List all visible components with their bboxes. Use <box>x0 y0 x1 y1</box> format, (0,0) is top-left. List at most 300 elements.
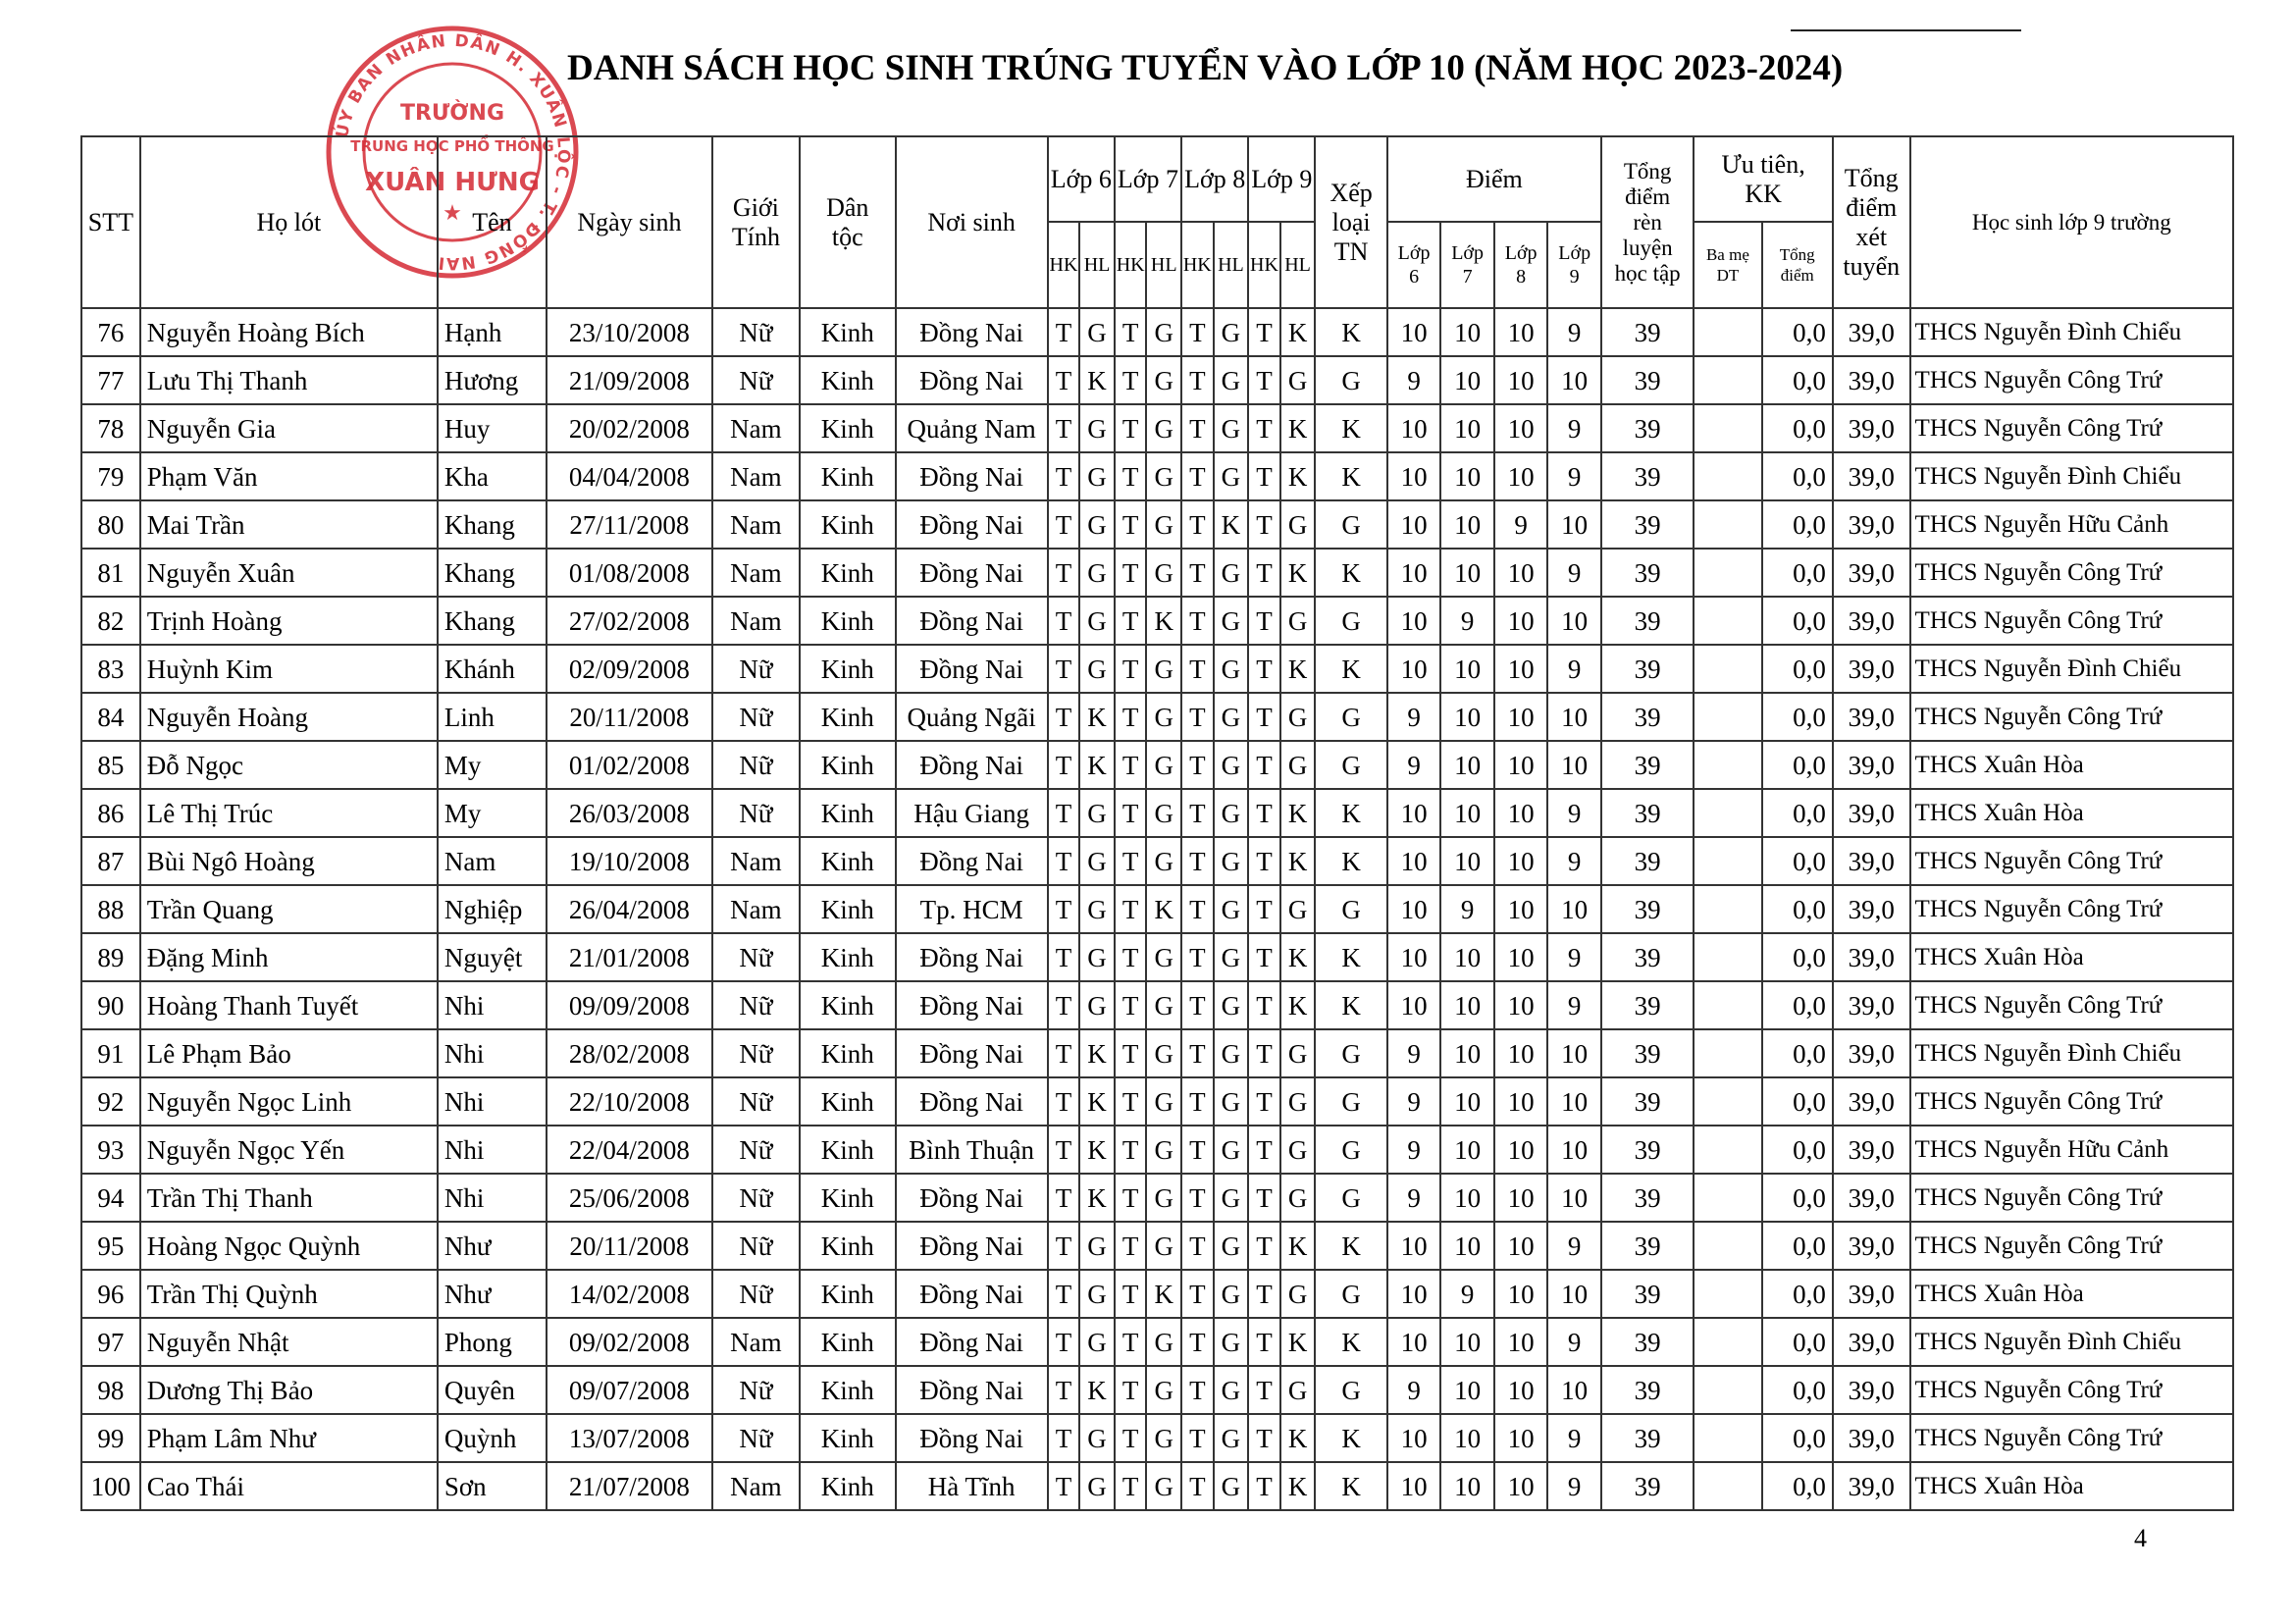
cell-hk8: T <box>1181 1126 1214 1174</box>
cell-d7: 10 <box>1440 1077 1494 1126</box>
cell-stt: 92 <box>81 1077 140 1126</box>
cell-hl6: G <box>1079 1222 1115 1270</box>
cell-xep-loai: K <box>1315 1462 1386 1510</box>
cell-tong-ren: 39 <box>1601 308 1694 356</box>
cell-tong-uu-tien: 0,0 <box>1762 1270 1833 1318</box>
cell-ho-lot: Nguyễn Ngọc Linh <box>140 1077 438 1126</box>
cell-tong-uu-tien: 0,0 <box>1762 597 1833 645</box>
cell-ngay-sinh: 20/02/2008 <box>547 404 712 452</box>
cell-hk7: T <box>1115 1077 1147 1126</box>
cell-hk9: T <box>1248 452 1280 500</box>
cell-tong-ren: 39 <box>1601 741 1694 789</box>
cell-tong-uu-tien: 0,0 <box>1762 1366 1833 1414</box>
cell-ten: Nhi <box>438 1174 547 1222</box>
cell-dan-toc: Kinh <box>800 1174 896 1222</box>
cell-tong-ren: 39 <box>1601 1270 1694 1318</box>
cell-hk6: T <box>1048 549 1080 597</box>
cell-stt: 77 <box>81 356 140 404</box>
cell-truong: THCS Nguyễn Đình Chiểu <box>1910 645 2233 693</box>
cell-hl6: G <box>1079 549 1115 597</box>
cell-xep-loai: K <box>1315 981 1386 1029</box>
cell-ba-me-dt <box>1694 1462 1761 1510</box>
cell-hl6: G <box>1079 837 1115 885</box>
cell-stt: 84 <box>81 693 140 741</box>
cell-ten: Linh <box>438 693 547 741</box>
cell-dan-toc: Kinh <box>800 1222 896 1270</box>
cell-d6: 10 <box>1387 837 1441 885</box>
cell-hk6: T <box>1048 741 1080 789</box>
cell-d8: 10 <box>1494 308 1548 356</box>
header-diem: Điểm <box>1387 136 1601 222</box>
cell-dan-toc: Kinh <box>800 741 896 789</box>
cell-hk9: T <box>1248 1462 1280 1510</box>
cell-hl8: G <box>1214 789 1249 837</box>
page-number: 4 <box>2134 1524 2147 1552</box>
cell-stt: 96 <box>81 1270 140 1318</box>
cell-hk6: T <box>1048 1126 1080 1174</box>
table-row <box>81 1077 2233 1126</box>
header-hl6: HL <box>1079 222 1115 308</box>
cell-hl8: G <box>1214 885 1249 933</box>
cell-hl9: G <box>1280 1270 1316 1318</box>
cell-hl7: G <box>1146 549 1181 597</box>
cell-hl6: K <box>1079 1126 1115 1174</box>
cell-stt: 86 <box>81 789 140 837</box>
cell-d9: 10 <box>1547 1366 1601 1414</box>
cell-dan-toc: Kinh <box>800 308 896 356</box>
cell-ho-lot: Hoàng Ngọc Quỳnh <box>140 1222 438 1270</box>
cell-hk7: T <box>1115 1126 1147 1174</box>
cell-dan-toc: Kinh <box>800 1462 896 1510</box>
cell-hk8: T <box>1181 885 1214 933</box>
cell-stt: 94 <box>81 1174 140 1222</box>
cell-stt: 89 <box>81 933 140 981</box>
cell-ngay-sinh: 02/09/2008 <box>547 645 712 693</box>
cell-tong-xet: 39,0 <box>1833 981 1910 1029</box>
cell-d6: 10 <box>1387 885 1441 933</box>
cell-hl9: G <box>1280 741 1316 789</box>
cell-ngay-sinh: 09/07/2008 <box>547 1366 712 1414</box>
cell-noi-sinh: Đồng Nai <box>896 933 1048 981</box>
cell-hl6: G <box>1079 885 1115 933</box>
cell-gioi-tinh: Nữ <box>712 1366 800 1414</box>
cell-tong-ren: 39 <box>1601 500 1694 549</box>
cell-noi-sinh: Đồng Nai <box>896 1414 1048 1462</box>
cell-hl7: G <box>1146 1029 1181 1077</box>
cell-gioi-tinh: Nam <box>712 885 800 933</box>
cell-xep-loai: G <box>1315 597 1386 645</box>
cell-hk7: T <box>1115 308 1147 356</box>
cell-hk9: T <box>1248 597 1280 645</box>
cell-d9: 10 <box>1547 356 1601 404</box>
cell-gioi-tinh: Nam <box>712 1318 800 1366</box>
cell-hk6: T <box>1048 1077 1080 1126</box>
cell-hk8: T <box>1181 597 1214 645</box>
cell-hl9: G <box>1280 1126 1316 1174</box>
cell-hk9: T <box>1248 1318 1280 1366</box>
cell-hl9: G <box>1280 885 1316 933</box>
cell-tong-xet: 39,0 <box>1833 1414 1910 1462</box>
cell-stt: 100 <box>81 1462 140 1510</box>
cell-d6: 10 <box>1387 597 1441 645</box>
cell-hk9: T <box>1248 645 1280 693</box>
cell-hl7: G <box>1146 645 1181 693</box>
header-lop6: Lớp 6 <box>1048 136 1115 222</box>
cell-xep-loai: K <box>1315 1318 1386 1366</box>
cell-hk9: T <box>1248 693 1280 741</box>
cell-hl8: G <box>1214 1077 1249 1126</box>
cell-tong-uu-tien: 0,0 <box>1762 693 1833 741</box>
cell-d7: 9 <box>1440 885 1494 933</box>
cell-d6: 10 <box>1387 981 1441 1029</box>
cell-truong: THCS Nguyễn Công Trứ <box>1910 356 2233 404</box>
cell-tong-ren: 39 <box>1601 1366 1694 1414</box>
cell-d6: 10 <box>1387 1414 1441 1462</box>
table-row <box>81 1414 2233 1462</box>
cell-dan-toc: Kinh <box>800 1414 896 1462</box>
cell-hk6: T <box>1048 1414 1080 1462</box>
cell-tong-xet: 39,0 <box>1833 1222 1910 1270</box>
cell-hl6: G <box>1079 1318 1115 1366</box>
cell-d8: 10 <box>1494 1414 1548 1462</box>
cell-hl9: K <box>1280 645 1316 693</box>
cell-tong-uu-tien: 0,0 <box>1762 1174 1833 1222</box>
cell-tong-ren: 39 <box>1601 837 1694 885</box>
cell-noi-sinh: Đồng Nai <box>896 549 1048 597</box>
header-lop9: Lớp 9 <box>1248 136 1315 222</box>
cell-gioi-tinh: Nữ <box>712 645 800 693</box>
cell-hl9: K <box>1280 549 1316 597</box>
cell-noi-sinh: Đồng Nai <box>896 1366 1048 1414</box>
cell-d8: 10 <box>1494 1366 1548 1414</box>
cell-ba-me-dt <box>1694 1222 1761 1270</box>
cell-ten: Khánh <box>438 645 547 693</box>
header-tong-xet-tuyen: Tổng điểm xét tuyển <box>1833 136 1910 308</box>
cell-tong-ren: 39 <box>1601 1414 1694 1462</box>
cell-tong-xet: 39,0 <box>1833 308 1910 356</box>
cell-hk7: T <box>1115 1318 1147 1366</box>
cell-noi-sinh: Đồng Nai <box>896 1174 1048 1222</box>
header-hl8: HL <box>1214 222 1249 308</box>
cell-hk8: T <box>1181 1462 1214 1510</box>
cell-ba-me-dt <box>1694 645 1761 693</box>
cell-d7: 10 <box>1440 789 1494 837</box>
stamp-line3: XUÂN HƯNG <box>365 168 540 197</box>
table-row <box>81 693 2233 741</box>
cell-tong-xet: 39,0 <box>1833 500 1910 549</box>
cell-hl8: G <box>1214 1029 1249 1077</box>
table-row <box>81 1366 2233 1414</box>
cell-d7: 10 <box>1440 1222 1494 1270</box>
cell-d8: 10 <box>1494 933 1548 981</box>
cell-d6: 9 <box>1387 1366 1441 1414</box>
cell-hk8: T <box>1181 1174 1214 1222</box>
cell-hk7: T <box>1115 837 1147 885</box>
cell-d6: 9 <box>1387 741 1441 789</box>
cell-noi-sinh: Bình Thuận <box>896 1126 1048 1174</box>
table-row <box>81 1318 2233 1366</box>
cell-hk6: T <box>1048 500 1080 549</box>
cell-hk7: T <box>1115 693 1147 741</box>
cell-dan-toc: Kinh <box>800 549 896 597</box>
cell-dan-toc: Kinh <box>800 693 896 741</box>
cell-hk8: T <box>1181 404 1214 452</box>
cell-noi-sinh: Hậu Giang <box>896 789 1048 837</box>
cell-hl8: G <box>1214 645 1249 693</box>
cell-ten: Kha <box>438 452 547 500</box>
cell-ho-lot: Huỳnh Kim <box>140 645 438 693</box>
cell-truong: THCS Nguyễn Công Trứ <box>1910 693 2233 741</box>
cell-hl9: K <box>1280 837 1316 885</box>
cell-tong-xet: 39,0 <box>1833 1077 1910 1126</box>
cell-d9: 10 <box>1547 693 1601 741</box>
cell-hl7: K <box>1146 1270 1181 1318</box>
cell-ten: Khang <box>438 549 547 597</box>
cell-ho-lot: Lê Thị Trúc <box>140 789 438 837</box>
cell-hl9: G <box>1280 1174 1316 1222</box>
cell-noi-sinh: Đồng Nai <box>896 308 1048 356</box>
cell-ho-lot: Trần Thị Quỳnh <box>140 1270 438 1318</box>
header-lop7: Lớp 7 <box>1115 136 1181 222</box>
cell-hl6: G <box>1079 789 1115 837</box>
cell-hk8: T <box>1181 1414 1214 1462</box>
cell-ba-me-dt <box>1694 789 1761 837</box>
cell-d8: 10 <box>1494 404 1548 452</box>
top-rule <box>1791 29 2021 31</box>
cell-hk6: T <box>1048 1462 1080 1510</box>
cell-tong-uu-tien: 0,0 <box>1762 1126 1833 1174</box>
cell-hl8: G <box>1214 741 1249 789</box>
cell-tong-xet: 39,0 <box>1833 885 1910 933</box>
cell-hk7: T <box>1115 1222 1147 1270</box>
cell-d9: 10 <box>1547 500 1601 549</box>
cell-stt: 83 <box>81 645 140 693</box>
cell-hk7: T <box>1115 1366 1147 1414</box>
cell-tong-uu-tien: 0,0 <box>1762 452 1833 500</box>
admission-table <box>80 135 2234 1511</box>
cell-hk9: T <box>1248 885 1280 933</box>
cell-ngay-sinh: 14/02/2008 <box>547 1270 712 1318</box>
svg-text:★: ★ <box>443 201 462 226</box>
header-dan-toc: Dân tộc <box>800 136 896 308</box>
cell-hk8: T <box>1181 693 1214 741</box>
cell-dan-toc: Kinh <box>800 1126 896 1174</box>
cell-d8: 10 <box>1494 981 1548 1029</box>
cell-truong: THCS Xuân Hòa <box>1910 789 2233 837</box>
cell-ten: Nguyệt <box>438 933 547 981</box>
cell-d6: 10 <box>1387 500 1441 549</box>
cell-hk7: T <box>1115 1270 1147 1318</box>
cell-tong-xet: 39,0 <box>1833 693 1910 741</box>
stamp-ring-text: ỦY BAN NHÂN DÂN H. XUÂN LỘC - T. ĐỒNG NAI <box>332 30 574 274</box>
cell-tong-uu-tien: 0,0 <box>1762 1077 1833 1126</box>
cell-dan-toc: Kinh <box>800 837 896 885</box>
cell-ten: Khang <box>438 597 547 645</box>
cell-hk8: T <box>1181 741 1214 789</box>
table-row <box>81 356 2233 404</box>
cell-gioi-tinh: Nữ <box>712 741 800 789</box>
cell-noi-sinh: Đồng Nai <box>896 981 1048 1029</box>
cell-noi-sinh: Đồng Nai <box>896 645 1048 693</box>
cell-hk9: T <box>1248 1077 1280 1126</box>
table-row <box>81 597 2233 645</box>
cell-ba-me-dt <box>1694 404 1761 452</box>
cell-noi-sinh: Đồng Nai <box>896 1029 1048 1077</box>
cell-ba-me-dt <box>1694 885 1761 933</box>
table-row <box>81 789 2233 837</box>
cell-d9: 10 <box>1547 1270 1601 1318</box>
table-row <box>81 741 2233 789</box>
cell-d8: 10 <box>1494 1270 1548 1318</box>
cell-truong: THCS Nguyễn Đình Chiểu <box>1910 452 2233 500</box>
cell-tong-xet: 39,0 <box>1833 597 1910 645</box>
cell-d7: 10 <box>1440 356 1494 404</box>
cell-hl7: G <box>1146 837 1181 885</box>
table-row <box>81 452 2233 500</box>
cell-d7: 10 <box>1440 1174 1494 1222</box>
cell-hk8: T <box>1181 308 1214 356</box>
cell-noi-sinh: Quảng Ngãi <box>896 693 1048 741</box>
cell-hl7: G <box>1146 741 1181 789</box>
cell-d9: 9 <box>1547 404 1601 452</box>
cell-tong-uu-tien: 0,0 <box>1762 837 1833 885</box>
cell-d6: 10 <box>1387 452 1441 500</box>
cell-gioi-tinh: Nam <box>712 597 800 645</box>
cell-hl7: G <box>1146 500 1181 549</box>
table-row <box>81 1462 2233 1510</box>
cell-hk8: T <box>1181 837 1214 885</box>
cell-hl9: K <box>1280 308 1316 356</box>
cell-tong-uu-tien: 0,0 <box>1762 1222 1833 1270</box>
cell-d9: 9 <box>1547 981 1601 1029</box>
cell-ten: Hương <box>438 356 547 404</box>
table-row <box>81 1126 2233 1174</box>
cell-ba-me-dt <box>1694 308 1761 356</box>
cell-ngay-sinh: 27/11/2008 <box>547 500 712 549</box>
table-row <box>81 1222 2233 1270</box>
cell-ba-me-dt <box>1694 1366 1761 1414</box>
cell-d8: 10 <box>1494 356 1548 404</box>
cell-noi-sinh: Đồng Nai <box>896 741 1048 789</box>
cell-hk7: T <box>1115 356 1147 404</box>
cell-xep-loai: G <box>1315 1126 1386 1174</box>
cell-hk9: T <box>1248 308 1280 356</box>
cell-d7: 10 <box>1440 1462 1494 1510</box>
cell-hk6: T <box>1048 837 1080 885</box>
cell-hk9: T <box>1248 837 1280 885</box>
cell-noi-sinh: Quảng Nam <box>896 404 1048 452</box>
cell-stt: 88 <box>81 885 140 933</box>
cell-ba-me-dt <box>1694 1029 1761 1077</box>
cell-hl9: G <box>1280 597 1316 645</box>
cell-truong: THCS Nguyễn Công Trứ <box>1910 1174 2233 1222</box>
cell-xep-loai: K <box>1315 1414 1386 1462</box>
cell-ba-me-dt <box>1694 1318 1761 1366</box>
cell-hk9: T <box>1248 1270 1280 1318</box>
cell-dan-toc: Kinh <box>800 500 896 549</box>
cell-tong-xet: 39,0 <box>1833 1366 1910 1414</box>
cell-hk9: T <box>1248 1029 1280 1077</box>
table-row <box>81 1174 2233 1222</box>
cell-dan-toc: Kinh <box>800 1366 896 1414</box>
cell-xep-loai: K <box>1315 308 1386 356</box>
cell-hk6: T <box>1048 1270 1080 1318</box>
cell-d6: 9 <box>1387 1077 1441 1126</box>
cell-hk7: T <box>1115 645 1147 693</box>
cell-hk8: T <box>1181 1029 1214 1077</box>
header-ten: Tên <box>438 136 547 308</box>
cell-d9: 9 <box>1547 452 1601 500</box>
cell-gioi-tinh: Nam <box>712 452 800 500</box>
cell-dan-toc: Kinh <box>800 404 896 452</box>
cell-dan-toc: Kinh <box>800 597 896 645</box>
cell-hk7: T <box>1115 500 1147 549</box>
cell-dan-toc: Kinh <box>800 1318 896 1366</box>
cell-hl9: K <box>1280 1462 1316 1510</box>
cell-truong: THCS Nguyễn Hữu Cảnh <box>1910 500 2233 549</box>
cell-d7: 10 <box>1440 500 1494 549</box>
cell-d8: 10 <box>1494 1462 1548 1510</box>
cell-truong: THCS Nguyễn Công Trứ <box>1910 1366 2233 1414</box>
cell-hk9: T <box>1248 981 1280 1029</box>
cell-tong-uu-tien: 0,0 <box>1762 741 1833 789</box>
cell-d8: 10 <box>1494 1126 1548 1174</box>
cell-ten: Nhi <box>438 1029 547 1077</box>
cell-noi-sinh: Tp. HCM <box>896 885 1048 933</box>
cell-tong-xet: 39,0 <box>1833 789 1910 837</box>
cell-d6: 10 <box>1387 1222 1441 1270</box>
cell-d6: 10 <box>1387 308 1441 356</box>
cell-tong-ren: 39 <box>1601 1222 1694 1270</box>
cell-tong-ren: 39 <box>1601 645 1694 693</box>
cell-noi-sinh: Đồng Nai <box>896 452 1048 500</box>
cell-gioi-tinh: Nữ <box>712 933 800 981</box>
cell-tong-xet: 39,0 <box>1833 1318 1910 1366</box>
cell-hl7: G <box>1146 981 1181 1029</box>
cell-noi-sinh: Đồng Nai <box>896 1222 1048 1270</box>
cell-ngay-sinh: 09/09/2008 <box>547 981 712 1029</box>
cell-ngay-sinh: 21/07/2008 <box>547 1462 712 1510</box>
cell-stt: 97 <box>81 1318 140 1366</box>
cell-hl8: K <box>1214 500 1249 549</box>
cell-d8: 10 <box>1494 645 1548 693</box>
cell-hk9: T <box>1248 1174 1280 1222</box>
cell-d8: 10 <box>1494 1222 1548 1270</box>
cell-d7: 10 <box>1440 837 1494 885</box>
cell-hk6: T <box>1048 1222 1080 1270</box>
table-row <box>81 885 2233 933</box>
cell-ngay-sinh: 09/02/2008 <box>547 1318 712 1366</box>
cell-xep-loai: K <box>1315 837 1386 885</box>
cell-ten: Phong <box>438 1318 547 1366</box>
cell-hl9: K <box>1280 1318 1316 1366</box>
cell-gioi-tinh: Nữ <box>712 1414 800 1462</box>
cell-tong-uu-tien: 0,0 <box>1762 308 1833 356</box>
cell-d8: 10 <box>1494 837 1548 885</box>
cell-stt: 98 <box>81 1366 140 1414</box>
cell-tong-xet: 39,0 <box>1833 1270 1910 1318</box>
cell-tong-ren: 39 <box>1601 1029 1694 1077</box>
cell-tong-xet: 39,0 <box>1833 404 1910 452</box>
cell-hl6: K <box>1079 1366 1115 1414</box>
cell-noi-sinh: Đồng Nai <box>896 597 1048 645</box>
cell-tong-xet: 39,0 <box>1833 645 1910 693</box>
header-hk8: HK <box>1181 222 1214 308</box>
cell-ngay-sinh: 22/04/2008 <box>547 1126 712 1174</box>
cell-hl9: G <box>1280 500 1316 549</box>
cell-d7: 9 <box>1440 1270 1494 1318</box>
cell-hk6: T <box>1048 1029 1080 1077</box>
